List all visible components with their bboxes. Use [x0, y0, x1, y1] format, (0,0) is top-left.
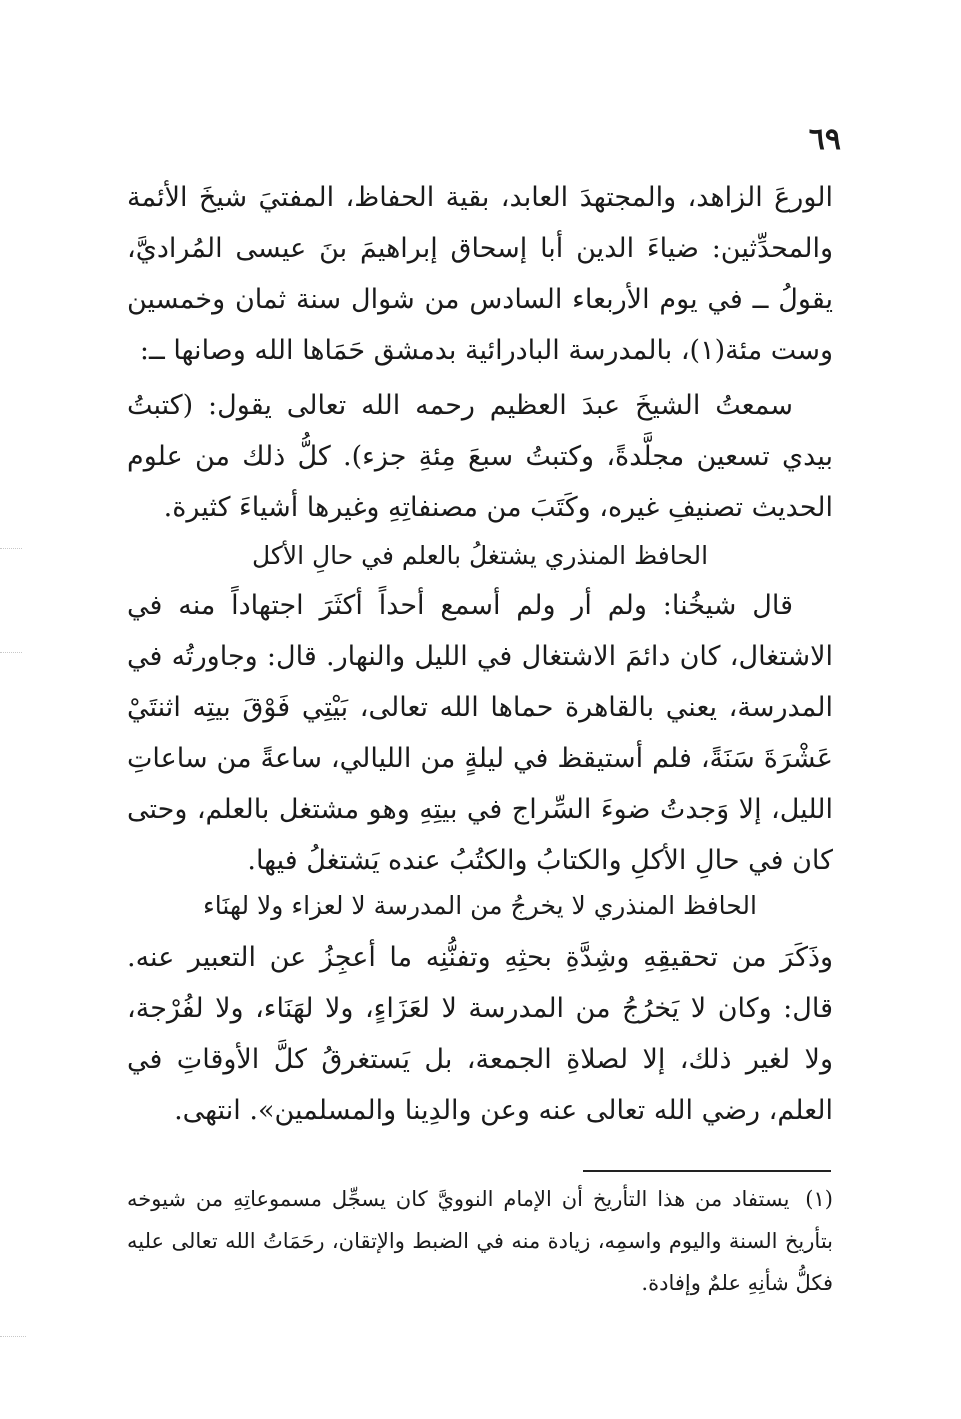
scan-edge-mark	[0, 548, 22, 549]
footnote-divider	[583, 1170, 831, 1172]
section-paragraph-not-leaving	[127, 932, 833, 1136]
scan-edge-mark	[0, 1336, 26, 1337]
section-text-not-leaving: وذَكَرَ من تحقيقِهِ وشِدَّةِ بحثِهِ وتفنُّنِه ما أعجِزُ عن التعبير عنه. قال: وكان لا يَخرُجُ من المدرسة لا لعَزَاءٍ، ولا لهَنَاء، ولا لفُرْجة، ولا لغير ذلك، إلا لصلاةِ الجمعة، بل يَستغرقُ كلَّ الأوقاتِ في العلم، رضي الله تعالى عنه وعن والدِينا والمسلمين». انتهى.	[127, 942, 833, 1126]
footnote-text: يستفاد من هذا التأريخ أن الإمام النوويَّ كان يسجِّل مسموعاتِهِ من شيوخه بتأريخ السنة واليوم واسمِه، زيادة منه في الضبط والإتقان، رحَمَاتُ الله تعالى عليه فكلُّ شأنِهِ علمٌ وإفادة.	[127, 1187, 833, 1295]
quote-text: سمعتُ الشيخَ عبدَ العظيم رحمه الله تعالى يقول: (كتبتُ بيدي تسعين مجلَّدةً، وكتبتُ سبعَ مِئةِ جزء). كلُّ ذلك من علوم الحديث تصنيفِ غيره، وكَتَبَ من مصنفاتِهِ وغيرها أشياءَ كثيرة.	[127, 390, 833, 523]
section-heading-eating: الحافظ المنذري يشتغلُ بالعلم في حالِ الأكل	[251, 541, 709, 570]
section-paragraph-eating	[127, 580, 833, 886]
scan-edge-mark	[0, 652, 22, 653]
section-heading-not-leaving: الحافظ المنذري لا يخرجُ من المدرسة لا لعزاء ولا لهنَاء	[203, 891, 757, 920]
footnote	[127, 1178, 833, 1304]
footnote-marker: (١)	[805, 1187, 833, 1211]
intro-paragraph	[127, 172, 833, 376]
quote-paragraph	[127, 380, 833, 533]
intro-text: الورعَ الزاهد، والمجتهدَ العابد، بقية الحفاظ، المفتيَ شيخَ الأئمة والمحدِّثين: ضياءَ الدين أبا إسحاق إبراهيمَ بنَ عيسى المُراديَّ، يقولُ ــ في يوم الأربعاء السادس من شوال سنة ثمان وخمسين وست مئة(١)، بالمدرسة البادرائية بدمشق حَمَاها الله وصانها ــ:	[127, 182, 833, 366]
section-text-eating: قال شيخُنا: ولم أر ولم أسمع أحداً أكثَرَ اجتهاداً منه في الاشتغال، كان دائمَ الاشتغال في الليل والنهار. قال: وجاورتُه في المدرسة، يعني بالقاهرة حماها الله تعالى، بَيْتِي فَوْقَ بيتِه اثنتَيْ عَشْرَةَ سَنَةً، فلم أستيقظ في ليلةٍ من الليالي، ساعةً من ساعاتِ الليل، إلا وَجدتُ ضوءَ السِّراج في بيتِهِ وهو مشتغل بالعلم، وحتى كان في حالِ الأكلِ والكتابُ والكتُبُ عنده يَشتغلُ فيها.	[127, 590, 833, 876]
page-number: ٦٩	[808, 122, 841, 157]
